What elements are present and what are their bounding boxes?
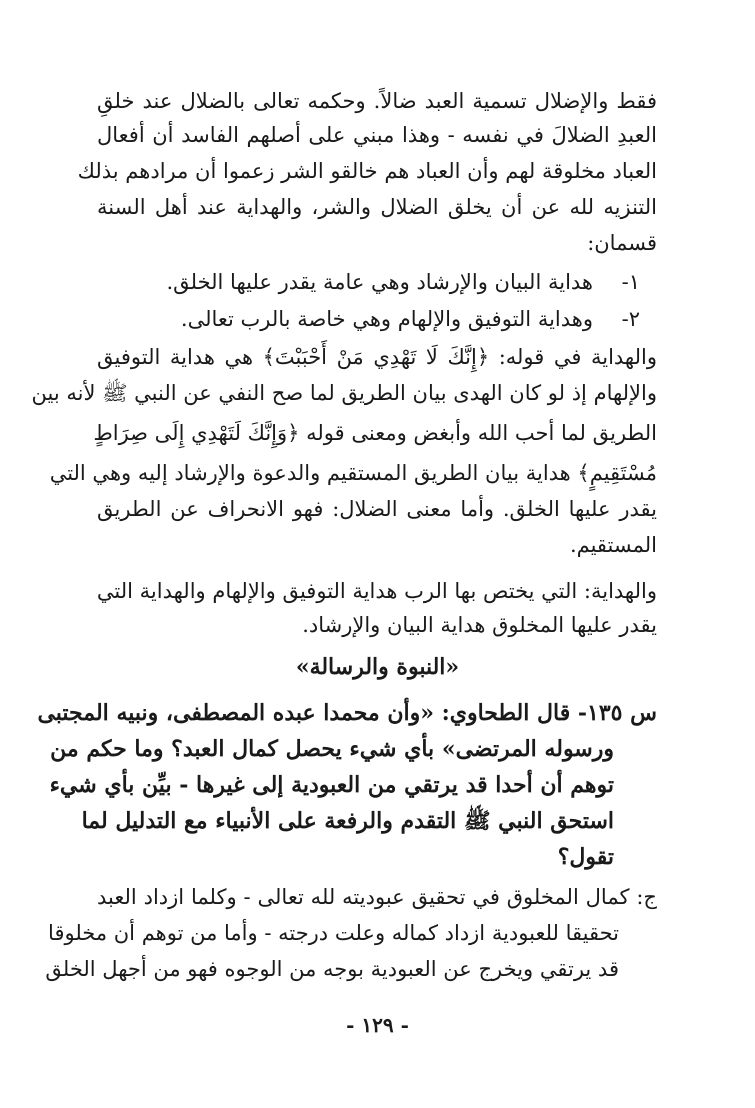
question-line: توهم أن أحدا قد يرتقي من العبودية إلى غيرها - بيِّن بأي شيء [49,772,614,798]
text-line: العبدِ الضلالَ في نفسه - وهذا مبني على أصلهم الفاسد أن أفعال [97,123,657,147]
text-line: الطريق لما أحب الله وأبغض ومعنى قوله ﴿وَإِنَّكَ لَتَهْدِي إِلَى صِرَاطٍ [93,421,657,445]
text-line: العباد مخلوقة لهم وأن العباد هم خالقو الشر زعموا أن مرادهم بذلك [77,159,657,183]
list-item-number: ٢- [621,307,640,331]
text-line: قسمان: [587,231,657,255]
text-line: التنزيه لله عن أن يخلق الضلال والشر، والهداية عند أهل السنة [97,195,657,219]
page-number: - ١٢٩ - [346,1013,409,1037]
text-line: فقط والإضلال تسمية العبد ضالاً. وحكمه تعالى بالضلال عند خلقِ [97,89,657,113]
text-line: والهداية: التي يختص بها الرب هداية التوفيق والإلهام والهداية التي [96,579,657,603]
question-line: استحق النبي ﷺ التقدم والرفعة على الأنبياء مع التدليل لما [81,808,614,834]
text-line: يقدر عليها الخلق. وأما معنى الضلال: فهو الانحراف عن الطريق [97,497,657,521]
list-item-number: ١- [621,270,640,294]
text-line: يقدر عليها المخلوق هداية البيان والإرشاد. [302,613,657,637]
answer-line: قد يرتقي ويخرج عن العبودية بوجه من الوجوه فهو من أجهل الخلق [45,957,619,981]
text-line: المستقيم. [569,533,657,557]
question-line: ورسوله المرتضى» بأي شيء يحصل كمال العبد؟ وما حكم من [50,736,614,762]
list-item-text: وهداية التوفيق والإلهام وهي خاصة بالرب تعالى. [180,307,593,331]
text-line: والإلهام إذ لو كان الهدى بيان الطريق لما صح النفي عن النبي ﷺ لأنه بين [31,381,657,405]
text-line: مُسْتَقِيمٍ﴾ هداية بيان الطريق المستقيم والدعوة والإرشاد إليه وهي التي [49,461,657,485]
list-item-text: هداية البيان والإرشاد وهي عامة يقدر عليها الخلق. [166,270,593,294]
question-line: س ١٣٥- قال الطحاوي: «وأن محمدا عبده المصطفى، ونبيه المجتبى [37,700,657,726]
question-line: تقول؟ [557,844,614,870]
answer-line: تحقيقا للعبودية ازداد كماله وعلت درجته - وأما من توهم أن مخلوقا [48,921,619,945]
section-heading: «النبوة والرسالة» [295,654,460,680]
answer-line: ج: كمال المخلوق في تحقيق عبوديته لله تعالى - وكلما ازداد العبد [97,885,657,909]
text-line: والهداية في قوله: ﴿إِنَّكَ لَا تَهْدِي مَنْ أَحْبَبْتَ﴾ هي هداية التوفيق [97,345,657,369]
